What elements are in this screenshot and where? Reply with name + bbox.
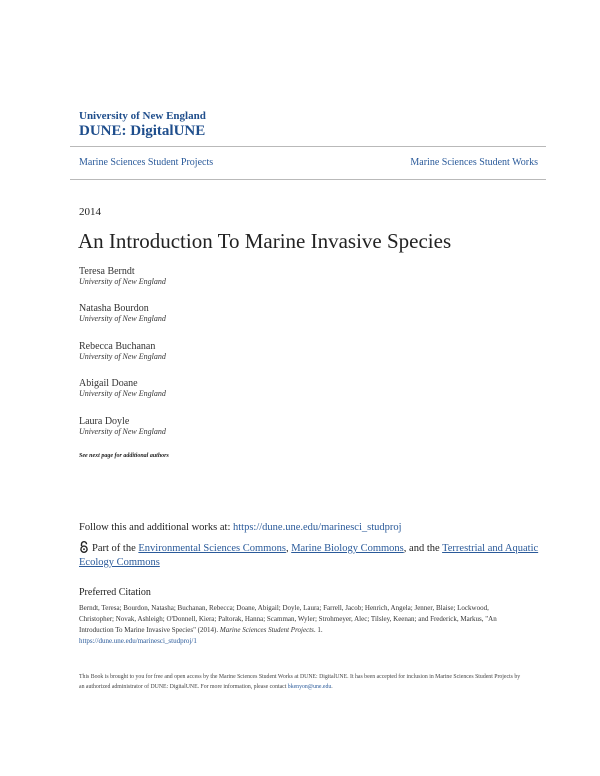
citation-url-link[interactable]: https://dune.une.edu/marinesci_studproj/1: [79, 637, 197, 645]
citation-text: [79, 603, 519, 647]
author-name: Rebecca Buchanan: [79, 341, 156, 352]
part-of-prefix: Part of the: [92, 543, 139, 554]
nav-divider: [70, 179, 546, 180]
university-name: University of New England: [79, 110, 206, 122]
see-next-page-note: See next page for additional authors: [79, 453, 169, 459]
publication-year: 2014: [79, 206, 101, 218]
citation-series: Marine Sciences Student Projects: [219, 626, 314, 634]
author-affiliation: University of New England: [79, 314, 166, 323]
author-name: Abigail Doane: [79, 378, 138, 389]
marine-biology-commons-link[interactable]: Marine Biology Commons: [291, 543, 404, 554]
author-affiliation: University of New England: [79, 277, 166, 286]
author-block: [79, 303, 166, 323]
author-block: [79, 378, 166, 398]
author-block: [79, 416, 166, 436]
separator: , and the: [403, 543, 443, 554]
contact-email-link[interactable]: bkenyon@une.edu: [287, 684, 332, 690]
collection-link-works[interactable]: Marine Sciences Student Works: [410, 157, 538, 168]
terrestrial-aquatic-ecology-commons-link[interactable]: Terrestrial and Aquatic Ecology Commons: [79, 543, 539, 568]
follow-label: Follow this and additional works at:: [79, 522, 233, 533]
citation-authors-title: Berndt, Teresa; Bourdon, Natasha; Buchanan, Rebecca; Doane, Abigail; Doyle, Laura; Farrell, Jacob; Henrich, Angela; Jenner, Blaise; Lockwood, Christopher; Novak, Ashleigh; O'Donnell, Kiera; Paltorak, Hanna; Scamman, Wyler; Strohmeyer, Alec; Tilsley, Keenan; and Frederick, Markus, "An Introduction To Marine Invasive Species" (2014).: [79, 604, 497, 634]
author-name: Natasha Bourdon: [79, 303, 149, 314]
repository-name[interactable]: DUNE: DigitalUNE: [79, 123, 206, 139]
open-access-lock-icon: [79, 541, 89, 553]
author-block: [79, 266, 166, 286]
author-name: Teresa Berndt: [79, 266, 135, 277]
top-divider: [70, 146, 546, 147]
environmental-sciences-commons-link[interactable]: Environmental Sciences Commons: [138, 543, 286, 554]
citation-number: . 1.: [313, 626, 323, 634]
author-affiliation: University of New England: [79, 352, 166, 361]
collection-link-projects[interactable]: Marine Sciences Student Projects: [79, 157, 214, 168]
page-title: An Introduction To Marine Invasive Species: [78, 229, 452, 253]
footer-end: .: [331, 684, 333, 690]
follow-line: [79, 522, 402, 533]
author-affiliation: University of New England: [79, 427, 166, 436]
footer-note: [79, 672, 524, 692]
author-affiliation: University of New England: [79, 389, 166, 398]
collection-url-link[interactable]: https://dune.une.edu/marinesci_studproj: [233, 522, 402, 533]
citation-heading: Preferred Citation: [79, 587, 151, 598]
disciplines-line: [79, 541, 539, 570]
author-block: [79, 341, 166, 361]
separator: ,: [285, 543, 292, 554]
author-name: Laura Doyle: [79, 416, 130, 427]
footer-text: This Book is brought to you for free and open access by the Marine Sciences Student Works at DUNE: DigitalUNE. It has been accepted for inclusion in Marine Sciences Student Projects by an authorized administrator of DUNE: DigitalUNE. For more information, please contact: [79, 674, 521, 690]
